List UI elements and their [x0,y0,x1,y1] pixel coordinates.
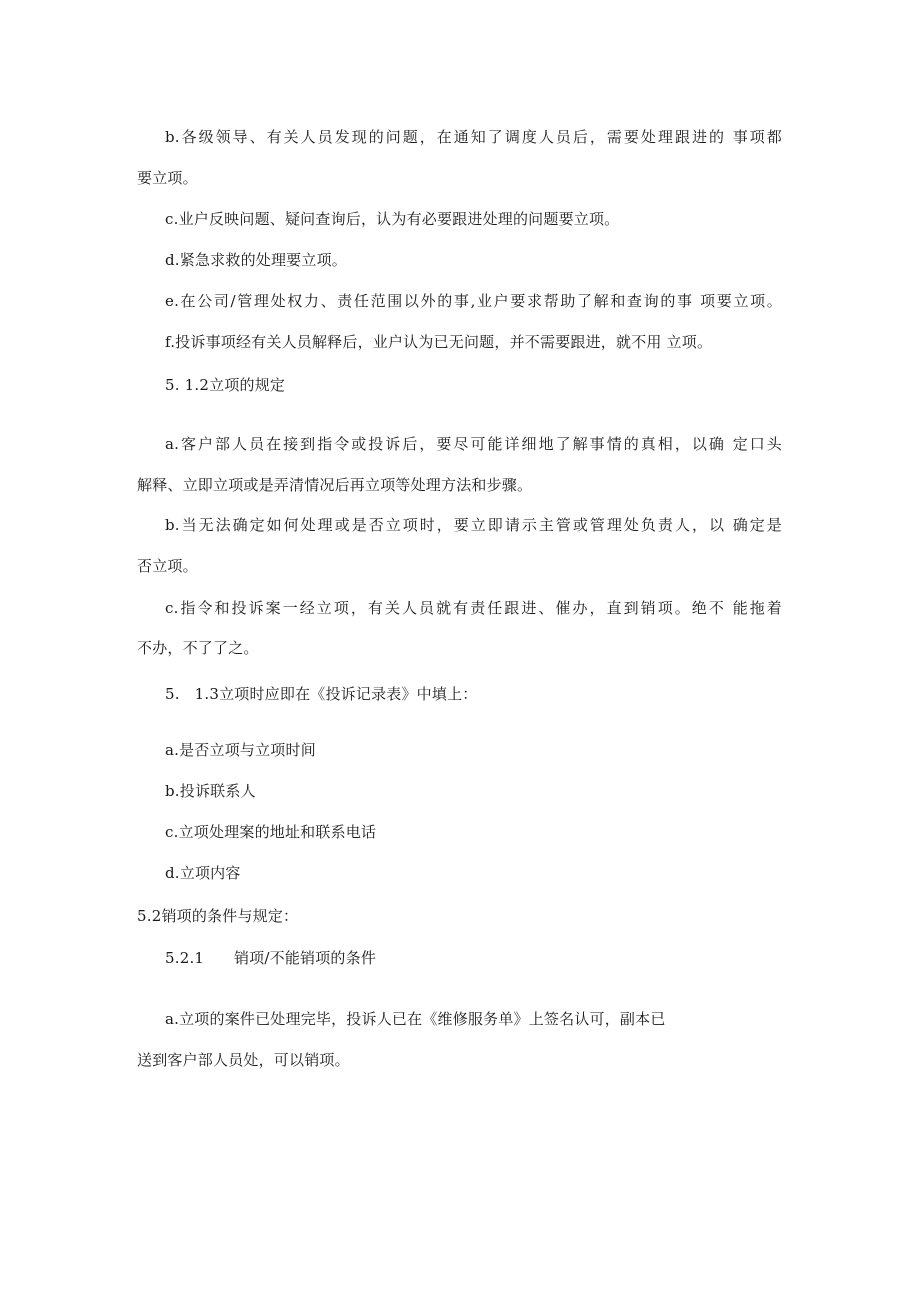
list-item: a.是否立项与立项时间 [165,741,316,759]
paragraph-line: 解释、立即立项或是弄清情况后再立项等处理方法和步骤。 [137,476,533,494]
subsection-heading: 5.2.1 销项/不能销项的条件 [165,949,377,967]
paragraph-line: 要立项。 [137,169,198,187]
paragraph-line: d.紧急求救的处理要立项。 [165,251,347,269]
list-item: d.立项内容 [165,864,241,882]
section-heading: 5. 1.2立项的规定 [165,376,286,394]
paragraph-line: 不办，不了了之。 [137,639,259,657]
section-heading: 5. 1.3立项时应即在《投诉记录表》中填上： [165,685,478,703]
paragraph-line: b.各级领导、有关人员发现的问题，在通知了调度人员后，需要处理跟进的 事项都 [165,128,782,146]
paragraph-line: c.指令和投诉案一经立项，有关人员就有责任跟进、催办，直到销项。绝不 能拖着 [165,599,782,617]
paragraph-line: a.立项的案件已处理完毕，投诉人已在《维修服务单》上签名认可，副本已 [165,1010,666,1028]
paragraph-line: 否立项。 [137,557,198,575]
paragraph-line: b.当无法确定如何处理或是否立项时，要立即请示主管或管理处负责人，以 确定是 [165,516,782,534]
paragraph-line: c.业户反映问题、疑问查询后，认为有必要跟进处理的问题要立项。 [165,210,620,228]
list-item: c.立项处理案的地址和联系电话 [165,823,377,841]
paragraph-line: e.在公司/管理处权力、责任范围以外的事,业户要求帮助了解和查询的事 项要立项。 [165,292,782,310]
section-heading: 5.2销项的条件与规定： [137,907,299,925]
paragraph-line: 送到客户部人员处，可以销项。 [137,1051,350,1069]
paragraph-line: a.客户部人员在接到指令或投诉后，要尽可能详细地了解事情的真相，以确 定口头 [165,435,782,453]
list-item: b.投诉联系人 [165,782,256,800]
paragraph-line: f.投诉事项经有关人员解释后，业户认为已无问题，并不需要跟进，就不用 立项。 [165,333,713,351]
